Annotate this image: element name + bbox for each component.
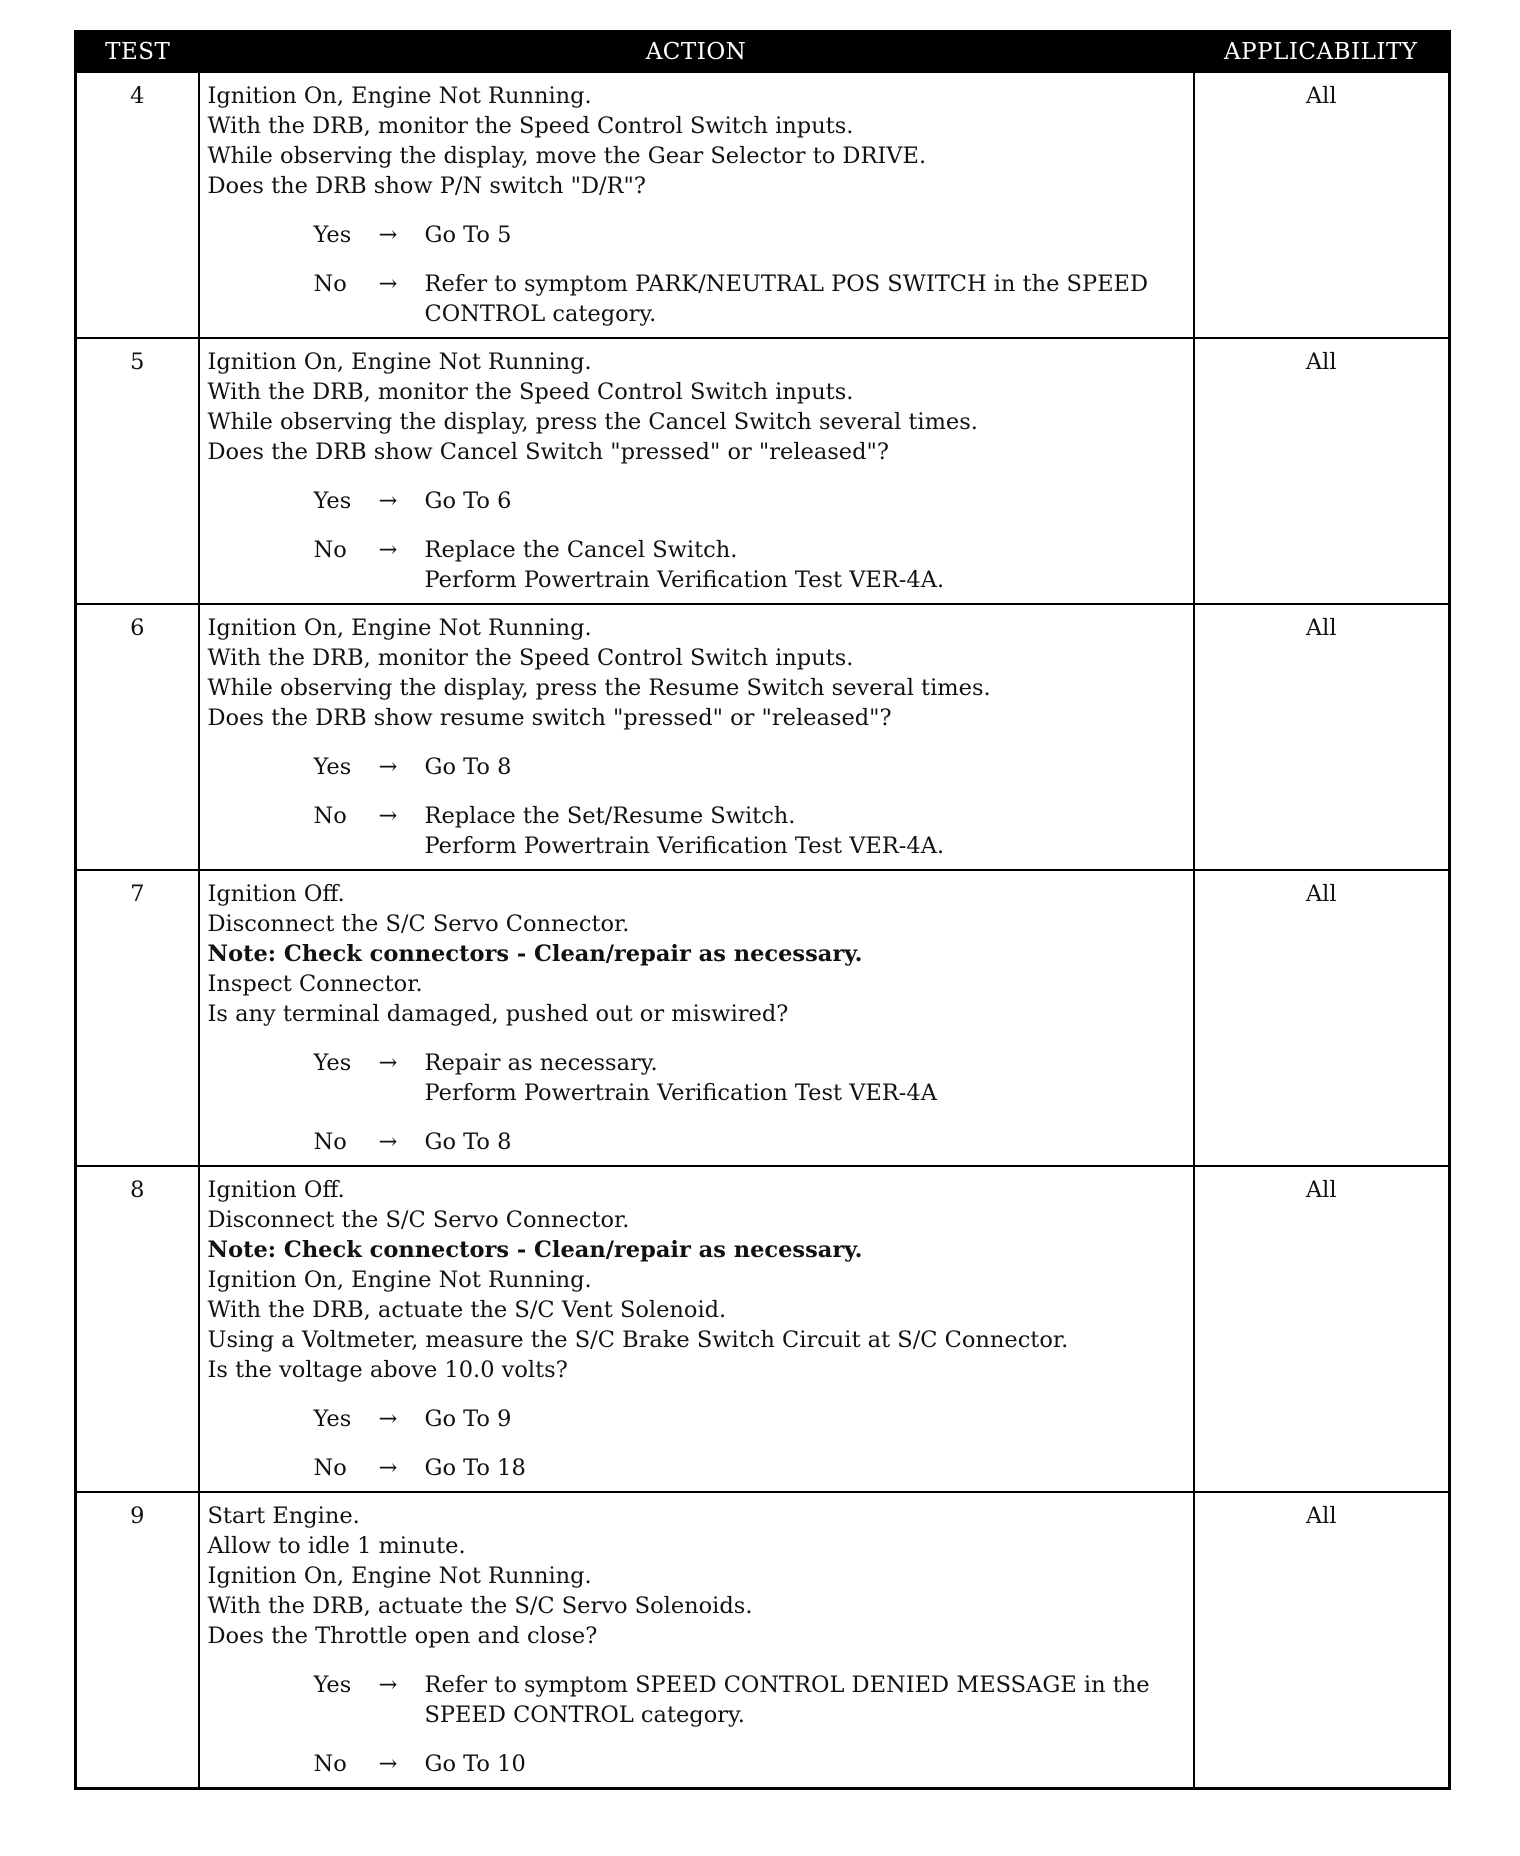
action-step: Ignition On, Engine Not Running. <box>207 1267 592 1293</box>
action-step: Allow to idle 1 minute. <box>207 1533 466 1559</box>
outcome-line: Go To 18 <box>424 1455 526 1481</box>
arrow-right-icon: → <box>378 1672 398 1698</box>
outcome-yes <box>208 220 1187 250</box>
outcome-no <box>208 269 1187 329</box>
applicability: All <box>1194 604 1450 870</box>
outcome-yes <box>208 1048 1187 1108</box>
table-row <box>76 1166 1450 1492</box>
table-header-row <box>76 32 1450 73</box>
table-row <box>76 338 1450 604</box>
action-step: Ignition On, Engine Not Running. <box>207 1563 592 1589</box>
outcome-label: No <box>313 1455 347 1481</box>
applicability: All <box>1194 870 1450 1166</box>
outcome-label: Yes <box>313 1406 352 1432</box>
header-action: ACTION <box>199 32 1194 73</box>
table-row <box>76 870 1450 1166</box>
outcome-line: Go To 8 <box>424 754 512 780</box>
outcome-line: Go To 5 <box>424 222 512 248</box>
arrow-right-icon: → <box>378 1455 398 1481</box>
action-cell <box>199 1166 1194 1492</box>
action-cell <box>199 338 1194 604</box>
applicability: All <box>1194 72 1450 338</box>
action-step: Is the voltage above 10.0 volts? <box>207 1357 568 1383</box>
outcome-label: No <box>313 1129 347 1155</box>
outcome-label: No <box>313 537 347 563</box>
outcome-text <box>425 535 1187 595</box>
arrow-right-icon: → <box>378 754 398 780</box>
table-row <box>76 72 1450 338</box>
outcome-line: Replace the Cancel Switch. <box>424 537 738 563</box>
outcome-yes <box>208 1404 1187 1434</box>
outcome-line: Go To 9 <box>424 1406 512 1432</box>
action-note: Note: Check connectors - Clean/repair as necessary. <box>207 941 863 967</box>
action-step: Ignition On, Engine Not Running. <box>207 615 592 641</box>
action-step: With the DRB, monitor the Speed Control Switch inputs. <box>207 379 854 405</box>
arrow-right-icon: → <box>378 488 398 514</box>
outcome-no <box>208 801 1187 861</box>
outcome-text <box>425 269 1187 329</box>
arrow-right-icon: → <box>378 1751 398 1777</box>
outcome-yes <box>208 1670 1187 1730</box>
outcome-line: Go To 10 <box>424 1751 526 1777</box>
action-cell <box>199 870 1194 1166</box>
arrow-right-icon: → <box>378 1406 398 1432</box>
test-number: 6 <box>76 604 199 870</box>
table-row <box>76 604 1450 870</box>
action-step: Start Engine. <box>207 1503 360 1529</box>
outcome-text <box>425 220 1187 250</box>
outcome-label: No <box>313 1751 347 1777</box>
outcome-line: Perform Powertrain Verification Test VER-4A. <box>424 567 945 593</box>
outcome-no <box>208 1749 1187 1779</box>
outcome-line: Refer to symptom PARK/NEUTRAL POS SWITCH in the SPEED CONTROL category. <box>424 271 1148 327</box>
arrow-right-icon: → <box>378 1050 398 1076</box>
test-number: 4 <box>76 72 199 338</box>
arrow-right-icon: → <box>378 803 398 829</box>
outcome-text <box>425 1453 1187 1483</box>
action-step: Inspect Connector. <box>207 971 423 997</box>
arrow-right-icon: → <box>378 1129 398 1155</box>
outcome-text <box>425 752 1187 782</box>
outcome-label: Yes <box>313 222 352 248</box>
action-step: Using a Voltmeter, measure the S/C Brake Switch Circuit at S/C Connector. <box>207 1327 1069 1353</box>
action-step: Ignition On, Engine Not Running. <box>207 349 592 375</box>
header-test: TEST <box>76 32 199 73</box>
outcome-line: Go To 8 <box>424 1129 512 1155</box>
outcome-line: Perform Powertrain Verification Test VER-4A <box>424 1080 937 1106</box>
action-step: While observing the display, press the Cancel Switch several times. <box>207 409 978 435</box>
outcome-no <box>208 535 1187 595</box>
test-number: 9 <box>76 1492 199 1789</box>
outcome-yes <box>208 752 1187 782</box>
outcome-no <box>208 1127 1187 1157</box>
outcome-label: Yes <box>313 1672 352 1698</box>
action-step: While observing the display, move the Gear Selector to DRIVE. <box>207 143 927 169</box>
applicability: All <box>1194 1166 1450 1492</box>
table-row <box>76 1492 1450 1789</box>
outcome-line: Refer to symptom SPEED CONTROL DENIED MESSAGE in the SPEED CONTROL category. <box>424 1672 1150 1728</box>
action-step: Does the Throttle open and close? <box>207 1623 598 1649</box>
outcome-line: Go To 6 <box>424 488 512 514</box>
test-number: 7 <box>76 870 199 1166</box>
action-step: Does the DRB show P/N switch "D/R"? <box>207 173 646 199</box>
outcome-text <box>425 1749 1187 1779</box>
action-step: Disconnect the S/C Servo Connector. <box>207 911 630 937</box>
outcome-label: Yes <box>313 488 352 514</box>
outcome-text <box>425 1048 1187 1108</box>
action-step: Does the DRB show resume switch "pressed" or "released"? <box>207 705 892 731</box>
action-step: Ignition Off. <box>207 1177 345 1203</box>
outcome-label: Yes <box>313 1050 352 1076</box>
action-cell <box>199 72 1194 338</box>
outcome-line: Perform Powertrain Verification Test VER-4A. <box>424 833 945 859</box>
outcome-yes <box>208 486 1187 516</box>
arrow-right-icon: → <box>378 537 398 563</box>
outcome-label: Yes <box>313 754 352 780</box>
outcome-label: No <box>313 271 347 297</box>
outcome-line: Repair as necessary. <box>424 1050 658 1076</box>
table-body <box>76 72 1450 1789</box>
outcome-label: No <box>313 803 347 829</box>
outcome-no <box>208 1453 1187 1483</box>
action-step: While observing the display, press the Resume Switch several times. <box>207 675 991 701</box>
action-cell <box>199 604 1194 870</box>
action-cell <box>199 1492 1194 1789</box>
diagnostic-test-table <box>74 30 1451 1790</box>
header-applicability: APPLICABILITY <box>1194 32 1450 73</box>
action-step: Is any terminal damaged, pushed out or miswired? <box>207 1001 789 1027</box>
action-step: With the DRB, actuate the S/C Servo Solenoids. <box>207 1593 753 1619</box>
action-step: With the DRB, actuate the S/C Vent Solenoid. <box>207 1297 727 1323</box>
outcome-text <box>425 1127 1187 1157</box>
outcome-text <box>425 486 1187 516</box>
outcome-text <box>425 801 1187 861</box>
action-step: Disconnect the S/C Servo Connector. <box>207 1207 630 1233</box>
action-note: Note: Check connectors - Clean/repair as necessary. <box>207 1237 863 1263</box>
arrow-right-icon: → <box>378 271 398 297</box>
outcome-line: Replace the Set/Resume Switch. <box>424 803 796 829</box>
action-step: Does the DRB show Cancel Switch "pressed" or "released"? <box>207 439 889 465</box>
action-step: Ignition Off. <box>207 881 345 907</box>
applicability: All <box>1194 1492 1450 1789</box>
applicability: All <box>1194 338 1450 604</box>
outcome-text <box>425 1404 1187 1434</box>
action-step: Ignition On, Engine Not Running. <box>207 83 592 109</box>
test-number: 5 <box>76 338 199 604</box>
outcome-text <box>425 1670 1187 1730</box>
action-step: With the DRB, monitor the Speed Control Switch inputs. <box>207 645 854 671</box>
action-step: With the DRB, monitor the Speed Control Switch inputs. <box>207 113 854 139</box>
test-number: 8 <box>76 1166 199 1492</box>
arrow-right-icon: → <box>378 222 398 248</box>
